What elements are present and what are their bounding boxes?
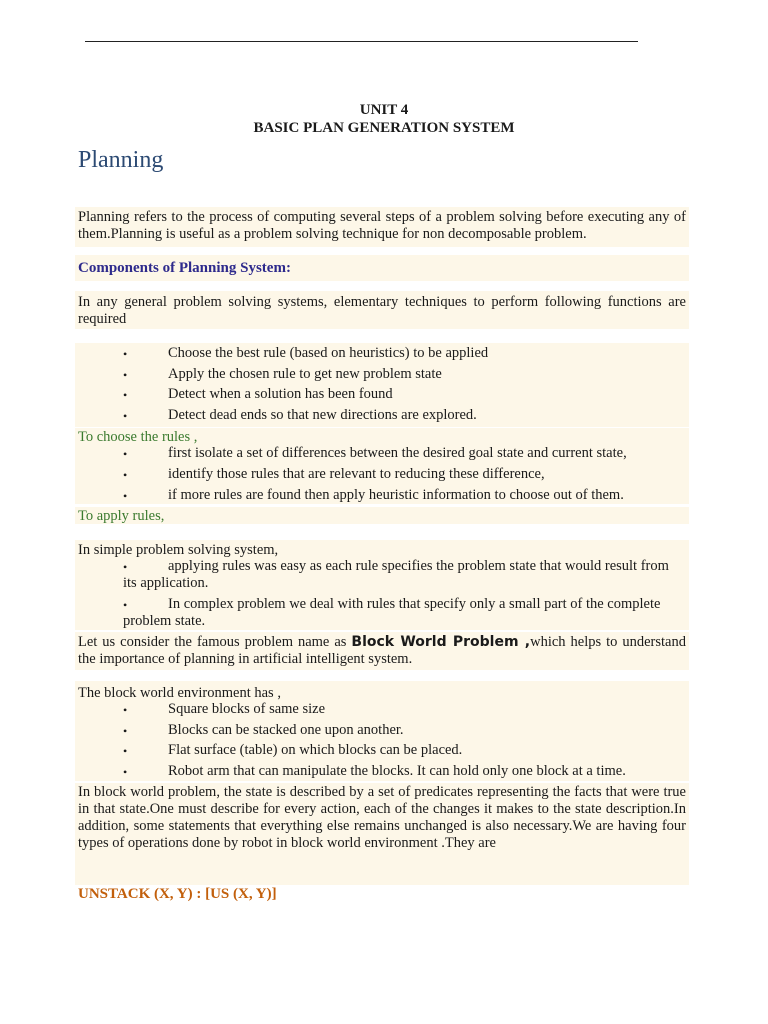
bullet-icon: • (123, 368, 128, 382)
components-heading: Components of Planning System: (78, 260, 291, 276)
list-item: In complex problem we deal with rules that specify only a small part of the complete problem state. (123, 596, 661, 629)
bullet-icon: • (123, 598, 128, 612)
intro-paragraph: Planning refers to the process of computing several steps of a problem solving before executing any of them.Planning is useful as a problem solving technique for non decomposable problem. (78, 209, 686, 242)
bullet-icon: • (123, 347, 128, 361)
bullet-icon: • (123, 409, 128, 423)
bullet-icon: • (123, 744, 128, 758)
shade-band (75, 507, 689, 524)
bullet-icon: • (123, 560, 128, 574)
list-item: Square blocks of same size (168, 701, 326, 717)
unstack-operation: UNSTACK (X, Y) : [US (X, Y)] (78, 886, 277, 902)
header-rule (85, 41, 638, 42)
general-paragraph: In any general problem solving systems, elementary techniques to perform following functions are required (78, 294, 686, 327)
block-world-term: Block World Problem , (351, 634, 531, 650)
bullet-icon: • (123, 765, 128, 779)
list-item: Apply the chosen rule to get new problem state (168, 366, 442, 382)
block-world-intro (78, 634, 686, 668)
block-intro-text: Let us consider the famous problem name as (78, 634, 352, 650)
list-item: Blocks can be stacked one upon another. (168, 722, 404, 738)
apply-rules-label: To apply rules, (78, 508, 165, 524)
choose-rules-label: To choose the rules , (78, 429, 198, 445)
list-item: Choose the best rule (based on heuristics) to be applied (168, 345, 489, 361)
unit-title: UNIT 4 (359, 102, 409, 118)
state-paragraph: In block world problem, the state is described by a set of predicates representing the facts that were true in that state.One must describe for every action, each of the changes it makes to the state description.In addition, some statements that everything else remains unchanged is also necessary.We are having four types of operations done by robot in block world environment .They are (78, 784, 686, 851)
bullet-icon: • (123, 388, 128, 402)
list-item: Flat surface (table) on which blocks can be placed. (168, 742, 463, 758)
chapter-title: BASIC PLAN GENERATION SYSTEM (253, 120, 515, 136)
list-item: applying rules was easy as each rule specifies the problem state that would result from its application. (123, 558, 669, 591)
environment-label: The block world environment has , (78, 685, 281, 701)
simple-system-label: In simple problem solving system, (78, 542, 279, 558)
list-item: Robot arm that can manipulate the blocks. It can hold only one block at a time. (168, 763, 626, 779)
bullet-icon: • (123, 489, 128, 503)
bullet-icon: • (123, 468, 128, 482)
list-item: Detect dead ends so that new directions are explored. (168, 407, 477, 423)
list-item: Detect when a solution has been found (168, 386, 393, 402)
bullet-icon: • (123, 703, 128, 717)
section-title: Planning (78, 147, 164, 173)
bullet-icon: • (123, 447, 128, 461)
block-intro-text: which helps to understand the importance of planning in artificial intelligent system. (78, 634, 686, 667)
bullet-icon: • (123, 724, 128, 738)
list-item: if more rules are found then apply heuristic information to choose out of them. (168, 487, 624, 503)
list-item: identify those rules that are relevant to reducing these difference, (168, 466, 545, 482)
list-item: first isolate a set of differences between the desired goal state and current state, (168, 445, 627, 461)
